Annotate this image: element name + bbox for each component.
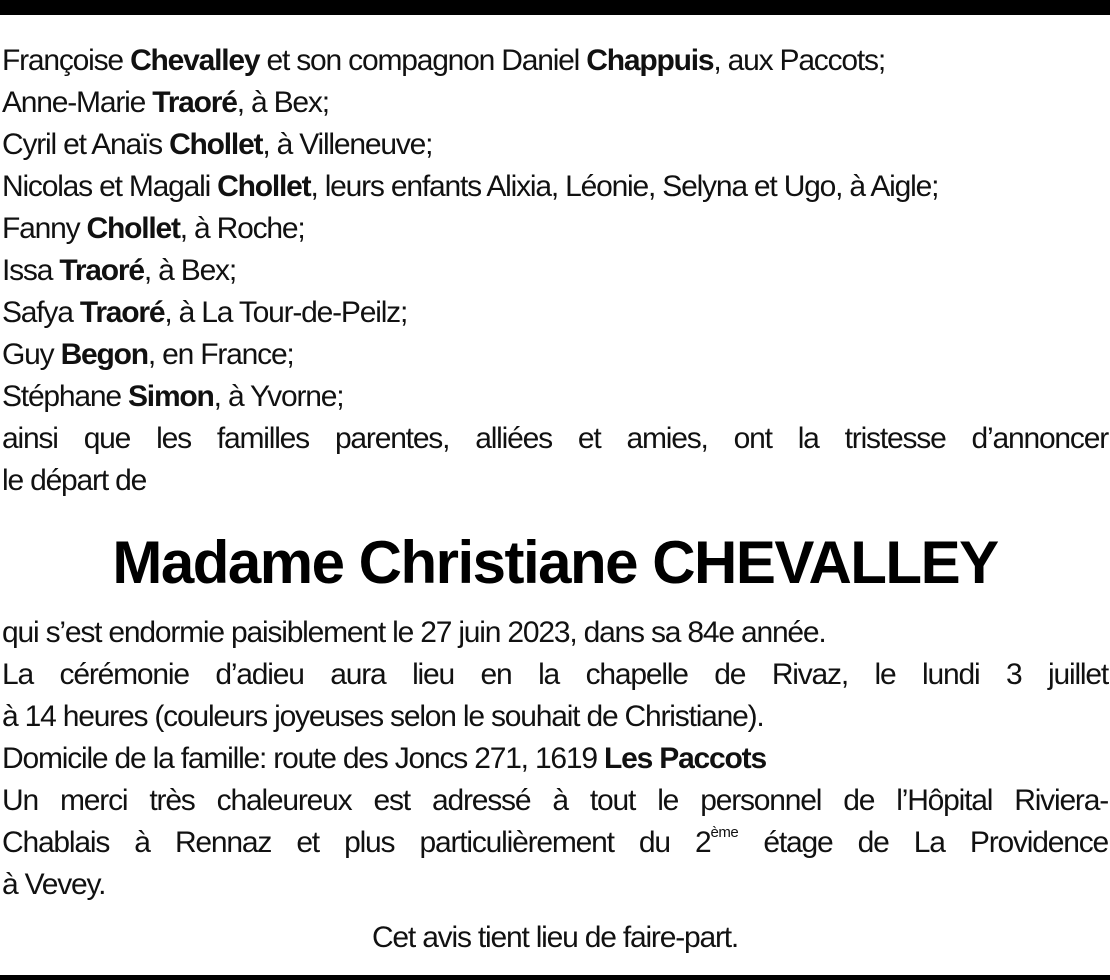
family-text: Cyril et Anaïs [2,128,170,161]
family-text: , à Bex; [236,86,329,119]
family-surname: Traoré [79,296,165,329]
family-line-6 [2,250,1108,292]
family-text: Issa [2,254,60,287]
top-rule [0,0,1110,15]
thanks-text: Chablais à Rennaz et plus particulièrement du 2 [2,826,711,859]
family-surname: Chevalley [130,44,260,77]
family-surname: Begon [60,338,148,371]
family-text: , à Yvorne; [213,380,344,413]
family-line-7 [2,292,1108,334]
details-line-2: La cérémonie d’adieu aura lieu en la chapelle de Rivaz, le lundi 3 juillet [2,658,1108,691]
thanks-line-2 [2,822,1108,864]
domicile-line [2,738,1108,780]
family-text: Stéphane [2,380,128,413]
thanks-line-1: Un merci très chaleureux est adressé à tout le personnel de l’Hôpital Riviera- [2,784,1108,817]
family-line-2 [2,82,1108,124]
details-line-1: qui s’est endormie paisiblement le 27 juin 2023, dans sa 84e année. [2,616,826,649]
ceremony-details [2,612,1108,906]
family-surname: Chappuis [586,44,714,77]
family-surname: Chollet [217,170,311,203]
closing-note: Cet avis tient lieu de faire-part. [371,921,739,954]
family-text: et son compagnon Daniel [259,44,587,77]
bottom-rule [0,975,1110,980]
announce-line-1: ainsi que les familles parentes, alliées et amies, ont la tristesse d’annoncer [2,422,1108,455]
family-text: Nicolas et Magali [2,170,218,203]
family-surname: Traoré [59,254,144,287]
family-text: , à Roche; [179,212,305,245]
family-text: Guy [2,338,61,371]
family-text: , à Villeneuve; [262,128,433,161]
domicile-place: Les Paccots [604,742,766,775]
domicile-text: Domicile de la famille: route des Joncs 271, 1619 [2,742,605,775]
family-line-4 [2,166,1108,208]
family-surname: Chollet [86,212,180,245]
family-line-5 [2,208,1108,250]
family-list [2,40,1108,502]
deceased-name: Madame Christiane CHEVALLEY [112,529,998,596]
family-text: Françoise [2,44,131,77]
family-surname: Chollet [169,128,263,161]
family-surname: Traoré [152,86,237,119]
family-line-3 [2,124,1108,166]
family-text: Safya [2,296,80,329]
announce-line-2: le départ de [2,464,147,497]
family-text: , leurs enfants Alixia, Léonie, Selyna et Ugo, à Aigle; [310,170,939,203]
family-text: , aux Paccots; [713,44,885,77]
family-text: Fanny [2,212,87,245]
family-surname: Simon [128,380,214,413]
family-text: , à La Tour-de-Peilz; [164,296,408,329]
family-text: , à Bex; [143,254,236,287]
family-line-9 [2,376,1108,418]
family-line-8 [2,334,1108,376]
thanks-text: étage de La Providence [738,826,1108,859]
floor-superscript: ème [710,824,739,841]
family-line-1 [2,40,1108,82]
thanks-line-3: à Vevey. [2,868,106,901]
family-text: , en France; [147,338,294,371]
details-line-3: à 14 heures (couleurs joyeuses selon le souhait de Christiane). [2,700,764,733]
family-text: Anne-Marie [2,86,153,119]
